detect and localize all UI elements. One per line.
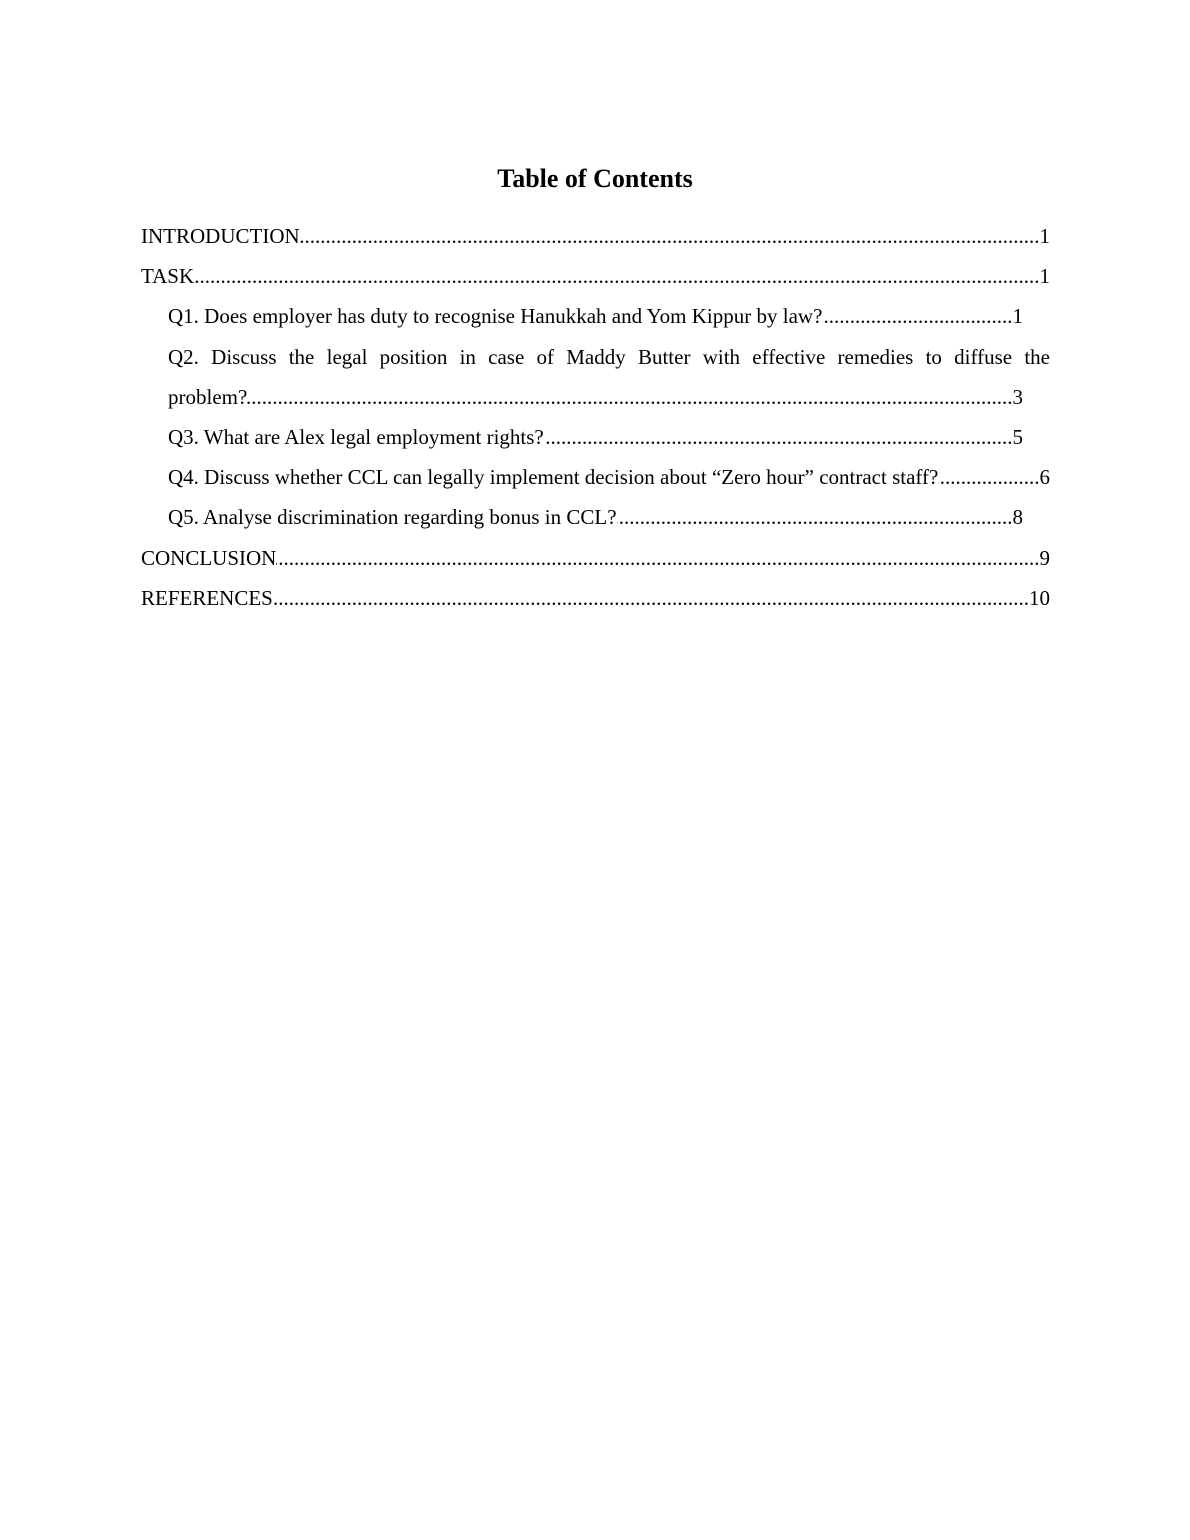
- toc-entry-label: REFERENCES: [141, 585, 273, 610]
- toc-entry-introduction[interactable]: [141, 216, 1050, 256]
- toc-page-number: 3: [1012, 384, 1023, 409]
- toc-page-number: 6: [1039, 465, 1050, 490]
- toc-entry-task[interactable]: [141, 256, 1050, 296]
- dot-leader: [273, 578, 1029, 618]
- dot-leader: [300, 216, 1040, 256]
- toc-entry-label: Q1. Does employer has duty to recognise Hanukkah and Yom Kippur by law?: [168, 304, 823, 329]
- toc-entry-q2[interactable]: [168, 337, 1050, 417]
- table-of-contents: [141, 216, 1050, 618]
- toc-entry-conclusion[interactable]: [141, 538, 1050, 578]
- dot-leader: [276, 538, 1039, 578]
- toc-page-number: 1: [1012, 304, 1023, 329]
- dot-leader: [822, 296, 1012, 336]
- toc-title: Table of Contents: [497, 164, 693, 193]
- dot-leader: [544, 417, 1013, 457]
- toc-page-number: 1: [1039, 264, 1050, 289]
- dot-leader: [938, 457, 1039, 497]
- toc-page-number: 5: [1012, 425, 1023, 450]
- toc-entry-q4[interactable]: [168, 457, 1050, 497]
- toc-entry-label-line1: Q2. Discuss the legal position in case of Maddy Butter with effective remedies to diffuse the: [168, 344, 1050, 369]
- toc-entry-label: problem?: [168, 384, 248, 409]
- toc-entry-q1[interactable]: [168, 296, 1023, 336]
- toc-entry-q3[interactable]: [168, 417, 1023, 457]
- toc-entry-label: INTRODUCTION: [141, 224, 300, 248]
- toc-entry-label: Q4. Discuss whether CCL can legally implement decision about “Zero hour” contract staff?: [168, 465, 939, 490]
- toc-entry-label: CONCLUSION: [141, 545, 277, 570]
- dot-leader: [194, 256, 1039, 296]
- toc-entry-references[interactable]: [141, 578, 1050, 618]
- toc-page-number: 8: [1012, 505, 1023, 530]
- toc-page-number: 10: [1029, 585, 1050, 610]
- toc-entry-label: Q3. What are Alex legal employment rights?: [168, 425, 544, 450]
- dot-leader: [247, 377, 1012, 417]
- dot-leader: [617, 497, 1013, 537]
- toc-entry-label: TASK: [141, 264, 195, 289]
- toc-entry-label: Q5. Analyse discrimination regarding bonus in CCL?: [168, 505, 617, 530]
- toc-page-number: 9: [1039, 545, 1050, 570]
- toc-page-number: 1: [1039, 224, 1050, 248]
- toc-entry-q5[interactable]: [168, 497, 1023, 537]
